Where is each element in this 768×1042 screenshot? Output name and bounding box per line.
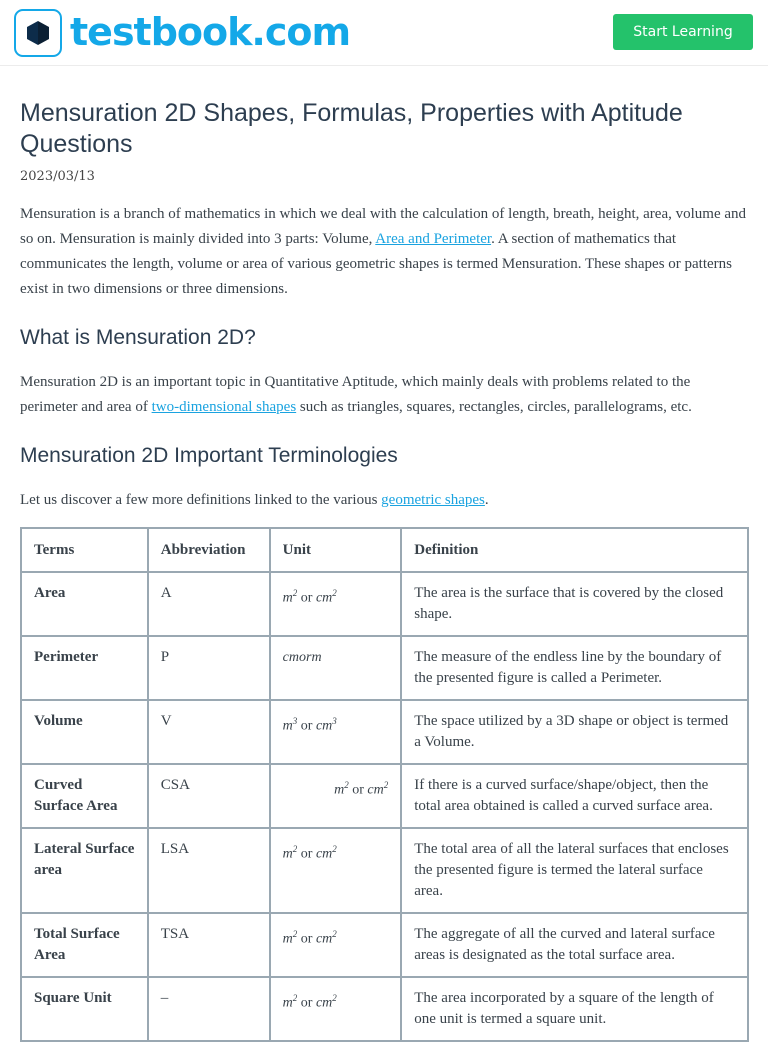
unit-1: m bbox=[282, 718, 293, 734]
unit-2: cm bbox=[367, 782, 384, 798]
table-row bbox=[21, 700, 748, 764]
unit-2-exp: 2 bbox=[332, 929, 337, 939]
abbr-cell: LSA bbox=[148, 828, 270, 913]
definition-cell: The area incorporated by a square of the length of one unit is termed a square unit. bbox=[401, 977, 748, 1041]
unit-cell bbox=[270, 977, 402, 1041]
abbr-cell: CSA bbox=[148, 764, 270, 828]
unit-1: m bbox=[282, 995, 293, 1011]
section2-text: Let us discover a few more definitions linked to the various bbox=[20, 492, 382, 508]
unit-cell bbox=[270, 572, 402, 636]
unit-1-exp: 2 bbox=[292, 993, 298, 1003]
unit-1-exp: 2 bbox=[344, 780, 349, 790]
unit-or: or bbox=[300, 590, 313, 606]
unit-2-exp: 2 bbox=[332, 844, 337, 854]
term-cell: Area bbox=[21, 572, 148, 636]
definition-cell: The aggregate of all the curved and lateral surface areas is designated as the total surface area. bbox=[401, 913, 748, 977]
unit-1-exp: 3 bbox=[292, 716, 298, 726]
area-perimeter-link[interactable]: Area and Perimeter bbox=[375, 231, 492, 247]
intro-paragraph bbox=[20, 202, 750, 302]
top-navbar bbox=[0, 0, 768, 66]
unit-or: or bbox=[300, 995, 313, 1011]
header-definition: Definition bbox=[401, 528, 748, 572]
term-cell: Curved Surface Area bbox=[21, 764, 148, 828]
unit-or: or bbox=[300, 931, 313, 947]
header-unit: Unit bbox=[270, 528, 402, 572]
unit-2-exp: 2 bbox=[332, 588, 337, 598]
table-header-row bbox=[21, 528, 748, 572]
unit-1: m bbox=[282, 846, 293, 862]
unit-cell bbox=[270, 828, 402, 913]
unit-or: or bbox=[352, 782, 364, 798]
term-cell: Perimeter bbox=[21, 636, 148, 700]
unit-or: or bbox=[300, 846, 313, 862]
unit-or: or bbox=[300, 718, 313, 734]
geometric-shapes-link[interactable]: geometric shapes bbox=[381, 492, 485, 508]
testbook-logo-icon[interactable] bbox=[14, 9, 62, 57]
table-row bbox=[21, 572, 748, 636]
abbr-cell: P bbox=[148, 636, 270, 700]
unit-1-exp: 2 bbox=[292, 588, 298, 598]
term-cell: Lateral Surface area bbox=[21, 828, 148, 913]
term-cell: Square Unit bbox=[21, 977, 148, 1041]
table-row bbox=[21, 828, 748, 913]
unit-2-exp: 2 bbox=[383, 780, 389, 790]
section1-text: Mensuration 2D is an important topic in Quantitative Aptitude, which mainly deals with problems related to the perimeter and area of bbox=[20, 374, 691, 415]
abbr-cell: – bbox=[148, 977, 270, 1041]
definition-cell: The area is the surface that is covered by the closed shape. bbox=[401, 572, 748, 636]
unit-2: cm bbox=[315, 846, 333, 862]
table-row bbox=[21, 764, 748, 828]
article bbox=[20, 98, 750, 1042]
logo-wordmark[interactable]: testbook.com bbox=[70, 10, 351, 54]
section1-text-end: such as triangles, squares, rectangles, circles, parallelograms, etc. bbox=[296, 399, 692, 415]
unit-1-exp: 2 bbox=[292, 844, 298, 854]
definition-cell: The space utilized by a 3D shape or object is termed a Volume. bbox=[401, 700, 748, 764]
table-row bbox=[21, 977, 748, 1041]
unit-1: m bbox=[282, 931, 293, 947]
two-dimensional-shapes-link[interactable]: two-dimensional shapes bbox=[151, 399, 297, 415]
unit-cell bbox=[270, 913, 402, 977]
abbr-cell: A bbox=[148, 572, 270, 636]
page-title: Mensuration 2D Shapes, Formulas, Properties with Aptitude Questions bbox=[20, 99, 683, 158]
unit-2: cm bbox=[315, 931, 333, 947]
table-row bbox=[21, 913, 748, 977]
abbr-cell: V bbox=[148, 700, 270, 764]
unit-1: m bbox=[282, 590, 293, 606]
section2-text-end: . bbox=[484, 492, 489, 508]
section-heading-terminologies: Mensuration 2D Important Terminologies bbox=[20, 444, 398, 467]
section1-paragraph bbox=[20, 370, 750, 420]
unit-2: cm bbox=[315, 590, 333, 606]
unit-cell bbox=[270, 700, 402, 764]
definition-cell: The measure of the endless line by the boundary of the presented figure is called a Perimeter. bbox=[401, 636, 748, 700]
unit-1-exp: 2 bbox=[292, 929, 298, 939]
section-heading-what-is: What is Mensuration 2D? bbox=[20, 326, 256, 349]
unit-2-exp: 3 bbox=[332, 716, 337, 726]
section2-paragraph bbox=[20, 488, 750, 513]
unit-2: cm bbox=[315, 995, 333, 1011]
start-learning-button[interactable]: Start Learning bbox=[613, 14, 753, 50]
unit-cell: cmorm bbox=[270, 636, 402, 700]
header-terms: Terms bbox=[21, 528, 148, 572]
intro-text: Mensuration is a branch of mathematics in which we deal with the calculation of length, breath, height, area, volume and so on. Mensuration is mainly divided into 3 parts: Volume, bbox=[20, 206, 747, 247]
definition-cell: If there is a curved surface/shape/object, then the total area obtained is called a curved surface area. bbox=[401, 764, 748, 828]
unit-1: m bbox=[334, 782, 345, 798]
header-abbreviation: Abbreviation bbox=[148, 528, 270, 572]
term-cell: Volume bbox=[21, 700, 148, 764]
abbr-cell: TSA bbox=[148, 913, 270, 977]
unit-2-exp: 2 bbox=[332, 993, 337, 1003]
table-row bbox=[21, 636, 748, 700]
intro-text-end: . A section of mathematics that communicates the length, volume or area of various geometric shapes is termed Mensuration. These shapes or patterns exist in two dimensions or three dimensions. bbox=[20, 231, 733, 297]
unit-cell bbox=[270, 764, 402, 828]
term-cell: Total Surface Area bbox=[21, 913, 148, 977]
unit-2: cm bbox=[315, 718, 333, 734]
publish-date: 2023/03/13 bbox=[20, 169, 95, 184]
terminology-table bbox=[20, 527, 749, 1042]
definition-cell: The total area of all the lateral surfaces that encloses the presented figure is termed the lateral surface area. bbox=[401, 828, 748, 913]
